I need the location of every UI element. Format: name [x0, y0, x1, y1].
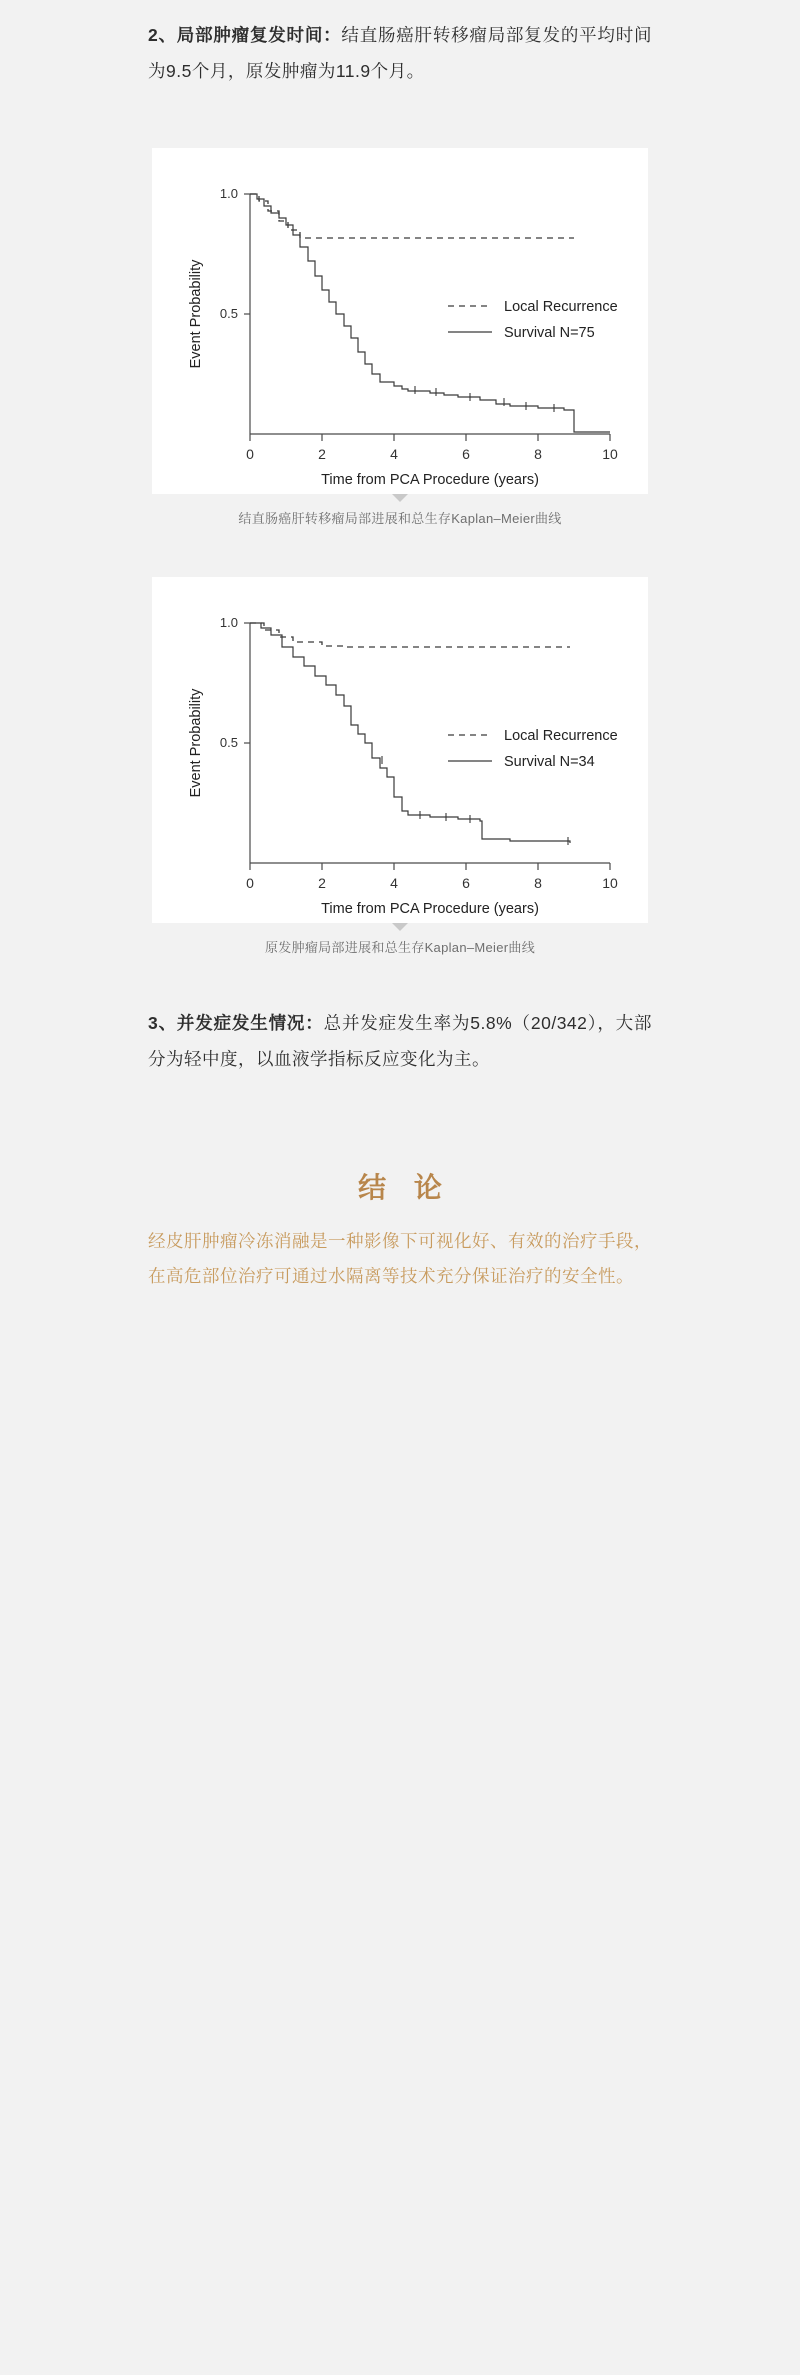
spacer	[130, 1295, 670, 1415]
article-page	[130, 0, 670, 1415]
figure-1-panel	[152, 148, 648, 494]
chart-1-svg	[170, 164, 630, 494]
svg-text:0: 0	[246, 874, 254, 891]
svg-text:Time from PCA Procedure (years: Time from PCA Procedure (years)	[321, 471, 539, 488]
paragraph-lead: 3、并发症发生情况：	[148, 1012, 324, 1033]
svg-text:Time from PCA Procedure (years: Time from PCA Procedure (years)	[321, 900, 539, 917]
svg-text:Event Probability: Event Probability	[188, 688, 204, 798]
svg-text:Survival N=34: Survival N=34	[504, 753, 595, 770]
paragraph-complications	[130, 1006, 670, 1078]
svg-text:Local Recurrence: Local Recurrence	[504, 727, 618, 744]
svg-text:2: 2	[318, 874, 326, 891]
svg-text:10: 10	[602, 874, 618, 891]
figure-1-caption-wrap	[152, 494, 648, 547]
svg-text:8: 8	[534, 445, 542, 462]
paragraph-text: 结直肠癌肝转移瘤局部复发的平均时间为9.5个月，原发肿瘤为11.9个月。	[148, 25, 653, 81]
svg-text:1.0: 1.0	[219, 185, 238, 201]
svg-text:0.5: 0.5	[219, 734, 238, 750]
kaplan-meier-chart-1	[170, 164, 630, 494]
figure-2-caption: 原发肿瘤局部进展和总生存Kaplan–Meier曲线	[264, 939, 535, 955]
svg-text:2: 2	[318, 445, 326, 462]
conclusion-body: 经皮肝肿瘤冷冻消融是一种影像下可视化好、有效的治疗手段，在高危部位治疗可通过水隔离等技术充分保证治疗的安全性。	[148, 1230, 652, 1287]
spacer	[130, 547, 670, 577]
caret-icon	[392, 494, 408, 502]
svg-text:Event Probability: Event Probability	[188, 259, 204, 369]
paragraph-local-recurrence-time	[130, 18, 670, 90]
svg-text:4: 4	[390, 874, 398, 891]
svg-text:10: 10	[602, 445, 618, 462]
svg-text:6: 6	[462, 445, 470, 462]
svg-text:Survival N=75: Survival N=75	[504, 324, 595, 341]
spacer	[130, 976, 670, 1006]
svg-text:Local Recurrence: Local Recurrence	[504, 298, 618, 315]
svg-text:0: 0	[246, 445, 254, 462]
paragraph-lead: 2、局部肿瘤复发时间：	[148, 25, 342, 45]
conclusion-title: 结 论	[358, 1171, 452, 1203]
svg-text:1.0: 1.0	[219, 614, 238, 630]
spacer	[130, 1084, 670, 1136]
chart-2-svg	[170, 593, 630, 923]
figure-2-caption-wrap	[152, 923, 648, 976]
svg-text:4: 4	[390, 445, 398, 462]
svg-text:8: 8	[534, 874, 542, 891]
paragraph-text: 总并发症发生率为5.8%（20/342），大部分为轻中度，以血液学指标反应变化为主。	[148, 1012, 652, 1069]
svg-text:0.5: 0.5	[219, 305, 238, 321]
svg-text:6: 6	[462, 874, 470, 891]
kaplan-meier-chart-2	[170, 593, 630, 923]
spacer	[130, 96, 670, 148]
caret-icon	[392, 923, 408, 931]
figure-1-caption: 结直肠癌肝转移瘤局部进展和总生存Kaplan–Meier曲线	[238, 510, 562, 526]
figure-2-panel	[152, 577, 648, 923]
